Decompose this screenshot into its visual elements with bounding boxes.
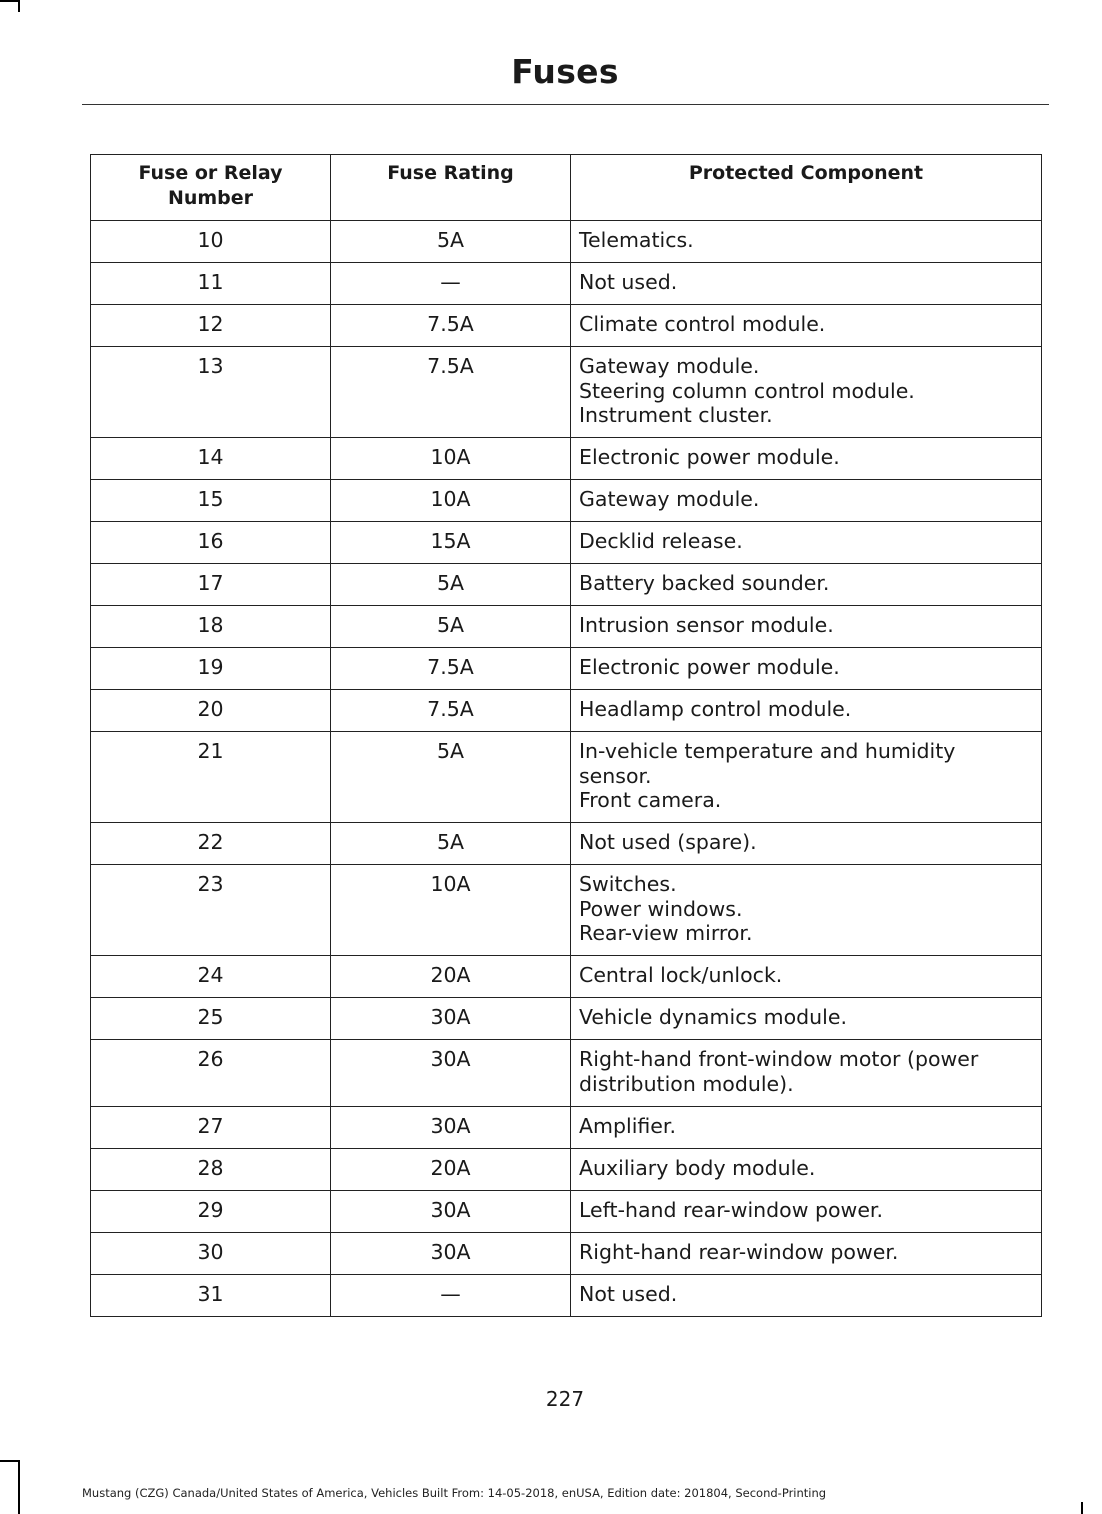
fuse-number-cell: 19 — [91, 648, 331, 690]
protected-component-line: Right-hand front-window motor (power — [579, 1047, 979, 1071]
fuse-rating-cell: 7.5A — [331, 690, 571, 732]
protected-component-line: Vehicle dynamics module. — [579, 1005, 848, 1029]
table-row — [91, 1107, 1042, 1149]
protected-component-line: Electronic power module. — [579, 445, 840, 469]
protected-component-cell — [571, 1040, 1042, 1107]
protected-component-cell — [571, 480, 1042, 522]
protected-component-line: In-vehicle temperature and humidity — [579, 739, 956, 763]
fuse-rating-cell: 20A — [331, 1149, 571, 1191]
fuse-number-cell: 18 — [91, 606, 331, 648]
table-header-row — [91, 155, 1042, 221]
protected-component-line: Not used (spare). — [579, 830, 757, 854]
protected-component-cell — [571, 564, 1042, 606]
fuse-number-cell: 13 — [91, 347, 331, 438]
crop-mark-bottom-left-vertical — [18, 1460, 20, 1514]
fuse-number-cell: 25 — [91, 998, 331, 1040]
fuse-rating-cell: 5A — [331, 823, 571, 865]
protected-component-line: Gateway module. — [579, 487, 760, 511]
fuse-rating-cell: 30A — [331, 1040, 571, 1107]
protected-component-line: Front camera. — [579, 788, 722, 812]
fuse-rating-cell: 5A — [331, 221, 571, 263]
protected-component-cell — [571, 438, 1042, 480]
protected-component-cell — [571, 732, 1042, 823]
protected-component-line: Battery backed sounder. — [579, 571, 830, 595]
table-row — [91, 998, 1042, 1040]
table-row — [91, 606, 1042, 648]
table-row — [91, 438, 1042, 480]
protected-component-line: distribution module). — [579, 1071, 794, 1096]
table-row — [91, 221, 1042, 263]
fuse-number-cell: 24 — [91, 956, 331, 998]
protected-component-line: Right-hand rear-window power. — [579, 1240, 899, 1264]
fuse-rating-cell: 20A — [331, 956, 571, 998]
fuse-number-cell: 15 — [91, 480, 331, 522]
page-title: Fuses — [511, 52, 619, 91]
protected-component-line: Gateway module. — [579, 354, 760, 378]
table-row — [91, 347, 1042, 438]
protected-component-line: Intrusion sensor module. — [579, 613, 834, 637]
fuse-rating-cell: 30A — [331, 1107, 571, 1149]
fuse-number-cell: 28 — [91, 1149, 331, 1191]
protected-component-line: Left-hand rear-window power. — [579, 1198, 883, 1222]
fuse-rating-cell: 5A — [331, 564, 571, 606]
protected-component-cell — [571, 1107, 1042, 1149]
protected-component-line: Headlamp control module. — [579, 697, 852, 721]
fuse-number-cell: 10 — [91, 221, 331, 263]
fuse-table-body — [91, 221, 1042, 1317]
protected-component-cell — [571, 1275, 1042, 1317]
protected-component-line: Power windows. — [579, 896, 743, 921]
fuse-rating-cell: 30A — [331, 1191, 571, 1233]
table-row — [91, 823, 1042, 865]
protected-component-cell — [571, 263, 1042, 305]
fuse-rating-cell: — — [331, 263, 571, 305]
table-row — [91, 648, 1042, 690]
fuse-number-cell: 17 — [91, 564, 331, 606]
table-row — [91, 1275, 1042, 1317]
fuse-rating-cell: 30A — [331, 1233, 571, 1275]
footer-edition-info: Mustang (CZG) Canada/United States of America, Vehicles Built From: 14-05-2018, enUSA, Edition date: 201804, Second-Printing — [82, 1486, 827, 1500]
fuse-rating-cell: 7.5A — [331, 305, 571, 347]
header-fuse-number-line1: Fuse or Relay — [138, 162, 283, 184]
table-row — [91, 305, 1042, 347]
protected-component-cell — [571, 1233, 1042, 1275]
table-row — [91, 522, 1042, 564]
protected-component-line: Rear-view mirror. — [579, 921, 753, 945]
protected-component-line: Steering column control module. — [579, 378, 915, 403]
protected-component-cell — [571, 522, 1042, 564]
fuse-number-cell: 30 — [91, 1233, 331, 1275]
protected-component-cell — [571, 305, 1042, 347]
crop-mark-bottom-left — [0, 1460, 18, 1462]
table-row — [91, 956, 1042, 998]
fuse-table — [90, 154, 1042, 1317]
table-row — [91, 480, 1042, 522]
crop-mark-top-left-vertical — [18, 0, 20, 12]
fuse-number-cell: 12 — [91, 305, 331, 347]
table-row — [91, 732, 1042, 823]
header-fuse-number — [91, 155, 331, 221]
table-row — [91, 1149, 1042, 1191]
fuse-rating-cell: 15A — [331, 522, 571, 564]
table-row — [91, 865, 1042, 956]
protected-component-line: sensor. — [579, 763, 652, 788]
fuse-rating-cell: 10A — [331, 438, 571, 480]
fuse-number-cell: 27 — [91, 1107, 331, 1149]
protected-component-cell — [571, 606, 1042, 648]
protected-component-cell — [571, 998, 1042, 1040]
fuse-rating-cell: — — [331, 1275, 571, 1317]
fuse-number-cell: 21 — [91, 732, 331, 823]
page-number: 227 — [545, 1387, 585, 1411]
protected-component-line: Auxiliary body module. — [579, 1156, 816, 1180]
fuse-number-cell: 22 — [91, 823, 331, 865]
fuse-number-cell: 14 — [91, 438, 331, 480]
protected-component-cell — [571, 956, 1042, 998]
fuse-rating-cell: 5A — [331, 606, 571, 648]
table-row — [91, 564, 1042, 606]
protected-component-cell — [571, 221, 1042, 263]
protected-component-cell — [571, 347, 1042, 438]
crop-mark-bottom-right — [1081, 1502, 1083, 1514]
fuse-number-cell: 16 — [91, 522, 331, 564]
crop-mark-top-left — [0, 0, 18, 2]
protected-component-line: Decklid release. — [579, 529, 743, 553]
protected-component-cell — [571, 1191, 1042, 1233]
protected-component-line: Switches. — [579, 872, 677, 896]
fuse-number-cell: 31 — [91, 1275, 331, 1317]
fuse-number-cell: 20 — [91, 690, 331, 732]
table-row — [91, 1191, 1042, 1233]
fuse-rating-cell: 10A — [331, 480, 571, 522]
fuse-number-cell: 11 — [91, 263, 331, 305]
protected-component-line: Electronic power module. — [579, 655, 840, 679]
protected-component-line: Instrument cluster. — [579, 403, 773, 427]
table-row — [91, 1233, 1042, 1275]
fuse-number-cell: 29 — [91, 1191, 331, 1233]
header-protected-component: Protected Component — [571, 155, 1042, 221]
fuse-number-cell: 23 — [91, 865, 331, 956]
title-divider — [82, 104, 1049, 105]
protected-component-line: Amplifier. — [579, 1114, 676, 1138]
table-row — [91, 263, 1042, 305]
table-row — [91, 690, 1042, 732]
protected-component-line: Climate control module. — [579, 312, 826, 336]
fuse-rating-cell: 30A — [331, 998, 571, 1040]
fuse-rating-cell: 7.5A — [331, 347, 571, 438]
protected-component-line: Central lock/unlock. — [579, 963, 783, 987]
protected-component-cell — [571, 823, 1042, 865]
fuse-number-cell: 26 — [91, 1040, 331, 1107]
protected-component-cell — [571, 865, 1042, 956]
header-fuse-rating: Fuse Rating — [331, 155, 571, 221]
fuse-rating-cell: 10A — [331, 865, 571, 956]
fuse-rating-cell: 5A — [331, 732, 571, 823]
fuse-rating-cell: 7.5A — [331, 648, 571, 690]
protected-component-cell — [571, 648, 1042, 690]
table-row — [91, 1040, 1042, 1107]
header-fuse-number-line2: Number — [167, 187, 254, 209]
protected-component-line: Not used. — [579, 270, 678, 294]
protected-component-cell — [571, 690, 1042, 732]
protected-component-line: Telematics. — [579, 228, 694, 252]
protected-component-line: Not used. — [579, 1282, 678, 1306]
protected-component-cell — [571, 1149, 1042, 1191]
